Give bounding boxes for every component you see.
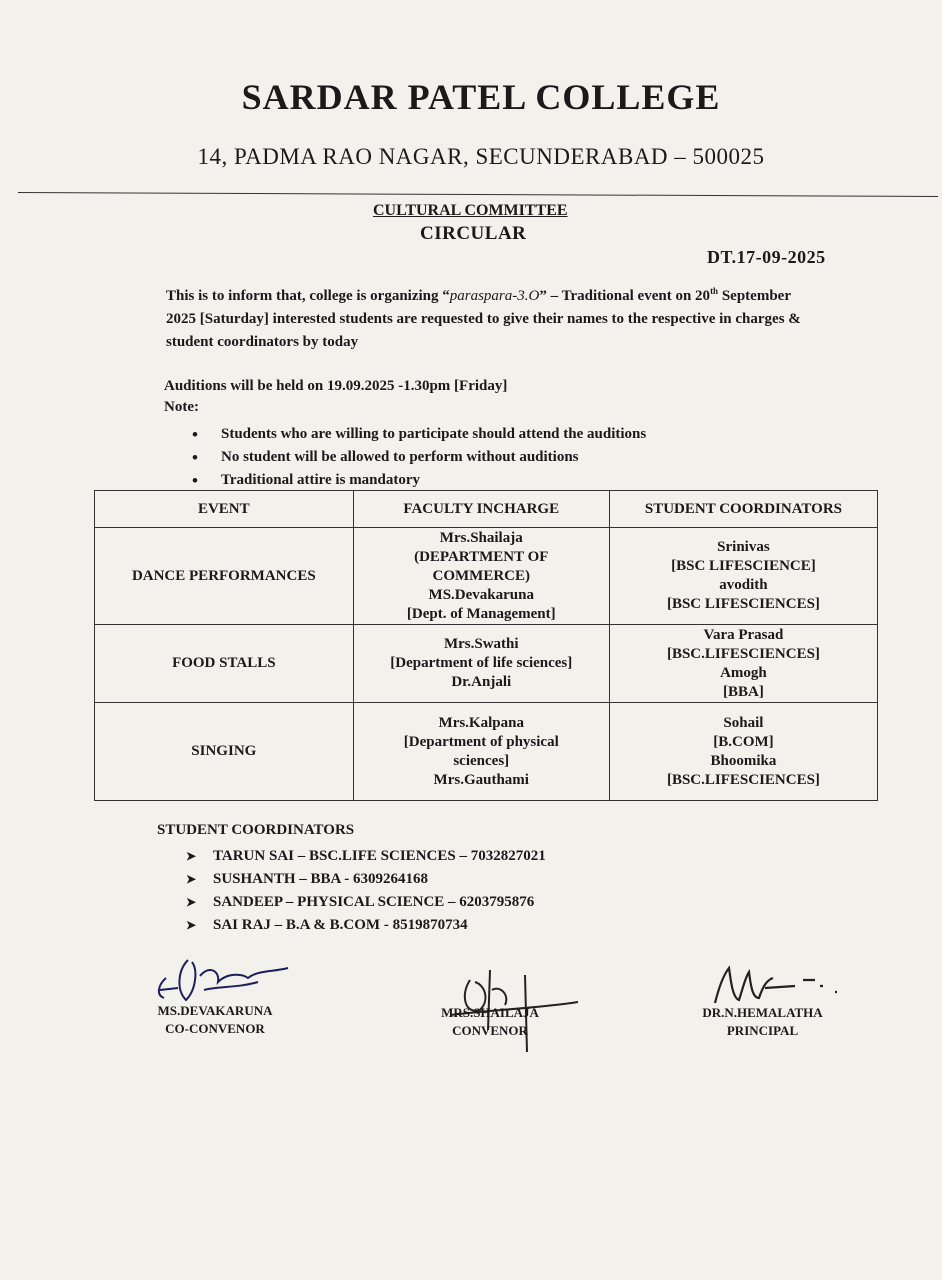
student-line: [BBA] (723, 683, 764, 700)
events-table (94, 490, 878, 801)
event-name: paraspara-3.O (449, 288, 540, 304)
faculty-cell (353, 703, 609, 801)
students-cell (609, 703, 877, 801)
faculty-line: sciences] (453, 752, 510, 769)
list-item: ➤ SUSHANTH – BBA - 6309264168 (186, 868, 546, 891)
students-cell (609, 528, 877, 625)
intro-part1: This is to inform that, college is organizing “ (166, 288, 450, 304)
header-students: STUDENT COORDINATORS (609, 491, 877, 528)
committee-name: CULTURAL COMMITTEE (373, 202, 568, 219)
signature-block-convenor (430, 1004, 550, 1040)
student-line: [BSC LIFESCIENCE] (671, 558, 816, 574)
circular-date: DT.17-09-2025 (707, 247, 826, 267)
auditions-block (164, 376, 507, 418)
list-item: • No student will be allowed to perform without auditions (190, 446, 646, 469)
student-line: [B.COM] (713, 733, 774, 750)
signature-devakaruna-icon (148, 950, 298, 1010)
student-line: [BSC.LIFESCIENCES] (666, 771, 820, 788)
table-row (95, 528, 878, 625)
coordinators-heading: STUDENT COORDINATORS (157, 822, 355, 838)
header-event: EVENT (95, 491, 354, 528)
student-line: avodith (719, 577, 768, 593)
student-line: [BSC LIFESCIENCES] (666, 596, 820, 612)
students-cell (609, 625, 877, 703)
intro-part3: September 2025 [Saturday] interested students are requested to give their names to the respective in charges & student coordinators by today (166, 288, 801, 350)
faculty-line: Mrs.Gauthami (433, 771, 529, 788)
table-row (95, 703, 878, 801)
table-header-row (95, 491, 878, 528)
note-label: Note: (164, 399, 199, 415)
signatory-name: MS.DEVAKARUNA (157, 1003, 273, 1018)
faculty-line: Mrs.Swathi (443, 636, 519, 652)
student-line: Amogh (720, 664, 767, 681)
faculty-line: Mrs.Kalpana (438, 714, 524, 731)
student-line: [BSC.LIFESCIENCES] (666, 645, 820, 662)
event-cell: FOOD STALLS (95, 625, 354, 703)
intro-part2: ” – Traditional event on 20 (539, 288, 711, 304)
signatory-role: CO-CONVENOR (165, 1021, 265, 1036)
student-line: Bhoomika (710, 752, 777, 769)
list-item: • Traditional attire is mandatory (190, 469, 646, 492)
list-item: • Students who are willing to participate should attend the auditions (190, 423, 646, 446)
student-line: Sohail (723, 714, 764, 731)
table-row (95, 625, 878, 703)
list-item: ➤ SAI RAJ – B.A & B.COM - 8519870734 (186, 914, 546, 937)
signatory-name: DR.N.HEMALATHA (702, 1005, 823, 1020)
header-divider (18, 192, 938, 197)
circular-title: CIRCULAR (420, 223, 527, 244)
event-cell: SINGING (95, 703, 354, 801)
signatory-name: MRS.SHAILAJA (441, 1005, 539, 1020)
intro-sup: th (710, 286, 719, 296)
list-item: ➤ TARUN SAI – BSC.LIFE SCIENCES – 7032827021 (186, 845, 546, 868)
event-cell: DANCE PERFORMANCES (95, 528, 354, 625)
signatory-role: CONVENOR (452, 1023, 528, 1038)
auditions-text: Auditions will be held on 19.09.2025 -1.30pm [Friday] (164, 378, 508, 394)
student-line: Srinivas (717, 539, 770, 555)
notes-list (190, 423, 646, 492)
signature-block-principal (690, 1004, 835, 1040)
header-faculty: FACULTY INCHARGE (353, 491, 609, 528)
faculty-cell (353, 625, 609, 703)
intro-paragraph (166, 285, 816, 354)
signatory-role: PRINCIPAL (726, 1023, 799, 1038)
student-line: Vara Prasad (703, 626, 784, 643)
faculty-cell (353, 528, 609, 625)
college-name: SARDAR PATEL COLLEGE (241, 77, 721, 117)
faculty-line: Mrs.Shailaja (439, 529, 523, 546)
faculty-line: MS.Devakaruna (428, 586, 534, 603)
faculty-line: [Department of life sciences] (390, 655, 573, 671)
faculty-line: Dr.Anjali (451, 674, 512, 690)
faculty-line: [Dept. of Management] (406, 605, 556, 622)
faculty-line: [Department of physical (403, 733, 559, 750)
coordinators-list (186, 845, 546, 937)
faculty-line: (DEPARTMENT OF (414, 548, 549, 565)
list-item: ➤ SANDEEP – PHYSICAL SCIENCE – 6203795876 (186, 891, 546, 914)
faculty-line: COMMERCE) (432, 567, 530, 584)
signature-block-co-convenor (150, 1002, 280, 1038)
college-address: 14, PADMA RAO NAGAR, SECUNDERABAD – 500025 (197, 144, 765, 169)
